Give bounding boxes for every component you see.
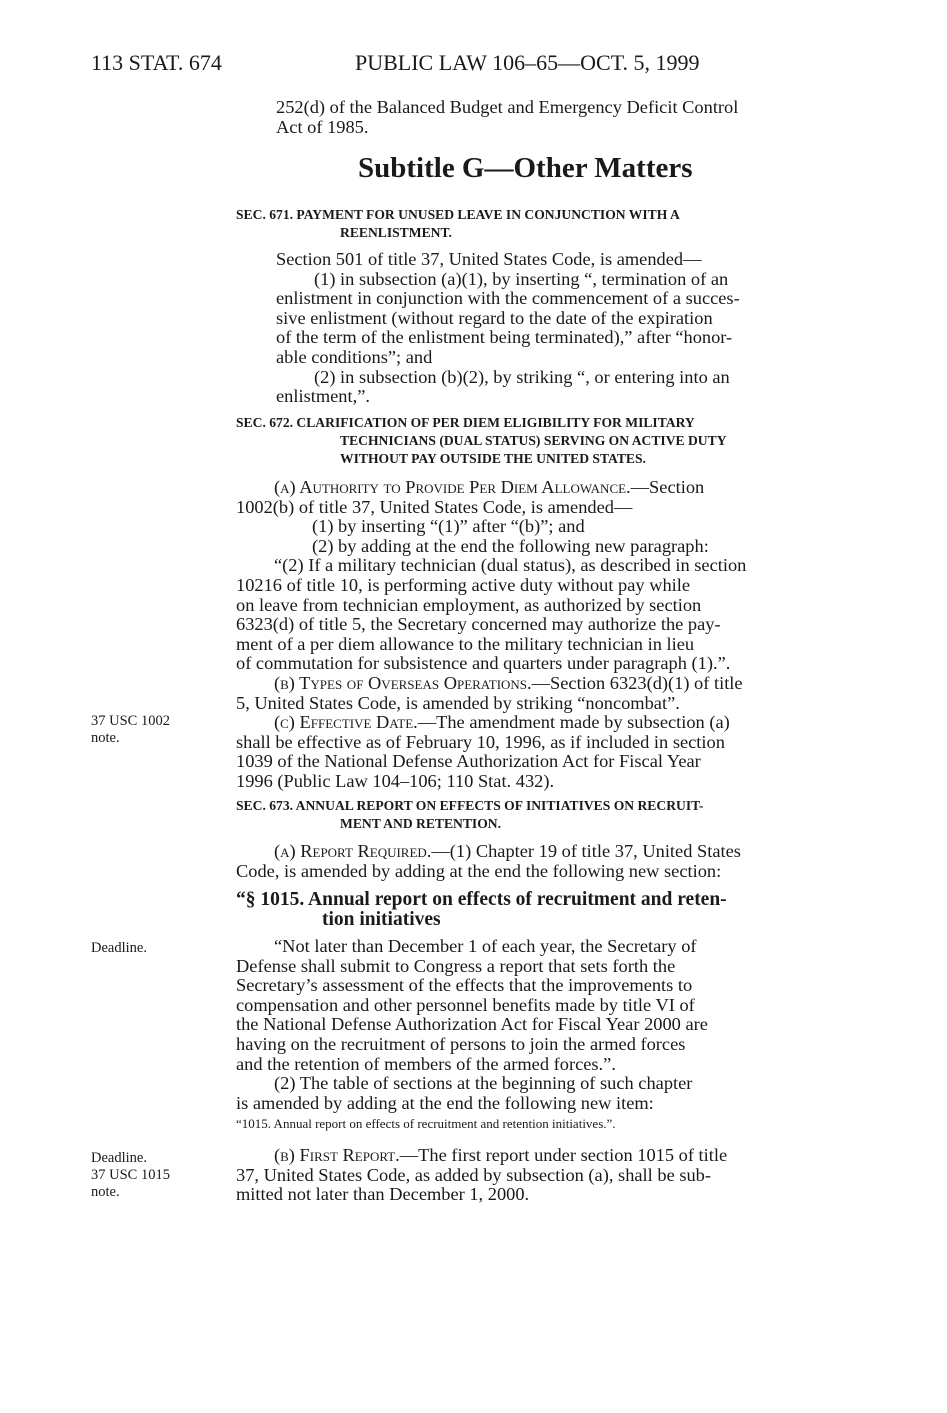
section-671-text: Section 501 of title 37, United States Code, is amended— (1) in subsection (a)(1), by inserting “, termination of an enlistment in conjunction with the commencement of a succes- sive enlistment (without regard to the date of the expiration of the term of the enlistment being terminated),” after “honor- able conditions”; and (2) in subsection (b)(2), by striking “, or entering into an enlistment,”. — [276, 249, 740, 407]
section-671-heading: SEC. 671. PAYMENT FOR UNUSED LEAVE IN CONJUNCTION WITH A — [236, 207, 680, 222]
subsection-heading: (b) Types of Overseas Operations. — [274, 672, 532, 693]
margin-note-deadline: Deadline. — [91, 940, 147, 956]
subsection-heading: (a) Report Required. — [274, 841, 432, 861]
subsection-heading: (c) Effective Date. — [274, 712, 418, 733]
table-of-sections-item: “1015. Annual report on effects of recruitment and retention initiatives.”. — [236, 1116, 616, 1132]
section-673: SEC. 673. ANNUAL REPORT ON EFFECTS OF INITIATIVES ON RECRUIT- MENT AND RETENTION. — [236, 797, 860, 833]
subsection-heading: (b) First Report. — [274, 1145, 400, 1165]
section-671: SEC. 671. PAYMENT FOR UNUSED LEAVE IN CONJUNCTION WITH A REENLISTMENT. — [236, 206, 860, 242]
section-673-heading: SEC. 673. ANNUAL REPORT ON EFFECTS OF INITIATIVES ON RECRUIT- — [236, 798, 704, 813]
subsection-heading: (a) Authority to Provide Per Diem Allowance. — [274, 477, 631, 497]
margin-note-usc-1002: 37 USC 1002 note. — [91, 713, 170, 746]
section-673-text-a: (a) Report Required.—(1) Chapter 19 of title 37, United States Code, is amended by adding at the end the following new section: — [236, 841, 741, 881]
section-1015-text: “Not later than December 1 of each year, the Secretary of Defense shall submit to Congress a report that sets forth the Secretary’s assessment of the effects that the improvements to compensation and other personnel benefits made by title VI of the National Defense Authorization Act for Fiscal Year 2000 are having on the recruitment of persons to join the armed forces and the retention of members of the armed forces.”. (2) The table of sections at the beginning of such chapter is amended by adding at the end the following new item: “1015. Annual report on effects of recruitment and retention initiatives.”. — [236, 937, 860, 1132]
margin-note-deadline-usc-1015: Deadline. 37 USC 1015 note. — [91, 1150, 170, 1200]
subtitle-heading: Subtitle G—Other Matters — [358, 152, 693, 184]
section-672: SEC. 672. CLARIFICATION OF PER DIEM ELIGIBILITY FOR MILITARY TECHNICIANS (DUAL STATUS) SERVING ON ACTIVE DUTY WITHOUT PAY OUTSIDE THE UNITED STATES. — [236, 414, 860, 468]
section-1015-heading: “§ 1015. Annual report on effects of recruitment and reten- tion initiatives — [236, 889, 727, 930]
section-673-text-b: (b) First Report.—The first report under section 1015 of title 37, United States Code, as added by subsection (a), shall be sub- mitted not later than December 1, 2000. — [236, 1145, 728, 1205]
section-672-text: (a) Authority to Provide Per Diem Allowance.—Section 1002(b) of title 37, United States Code, is amended— (1) by inserting “(1)” after “(b)”; and (2) by adding at the end the following new paragraph: “(2) If a military technician (dual status), as described in section 10216 of title 10, is performing active duty without pay while on leave from technician employment, as authorized by section 6323(d) of title 5, the Secretary concerned may authorize the pay- ment of a per diem allowance to the military technician in lieu of commutation for subsistence and quarters under paragraph (1).”. (b) Types of Overseas Operations.—Section 6323(d)(1) of title 5, United States Code, is amended by striking “noncombat”. (c) Effective Date.—The amendment made by subsection (a) shall be effective as of February 10, 1996, as if included in section 1039 of the National Defense Authorization Act for Fiscal Year 1996 (Public Law 104–106; 110 Stat. 432). — [236, 477, 747, 791]
intro-paragraph: 252(d) of the Balanced Budget and Emergency Deficit Control Act of 1985. — [276, 97, 739, 137]
page-citation: 113 STAT. 674 — [91, 50, 222, 75]
section-672-heading: SEC. 672. CLARIFICATION OF PER DIEM ELIGIBILITY FOR MILITARY — [236, 415, 695, 430]
running-header: PUBLIC LAW 106–65—OCT. 5, 1999 — [355, 50, 700, 75]
